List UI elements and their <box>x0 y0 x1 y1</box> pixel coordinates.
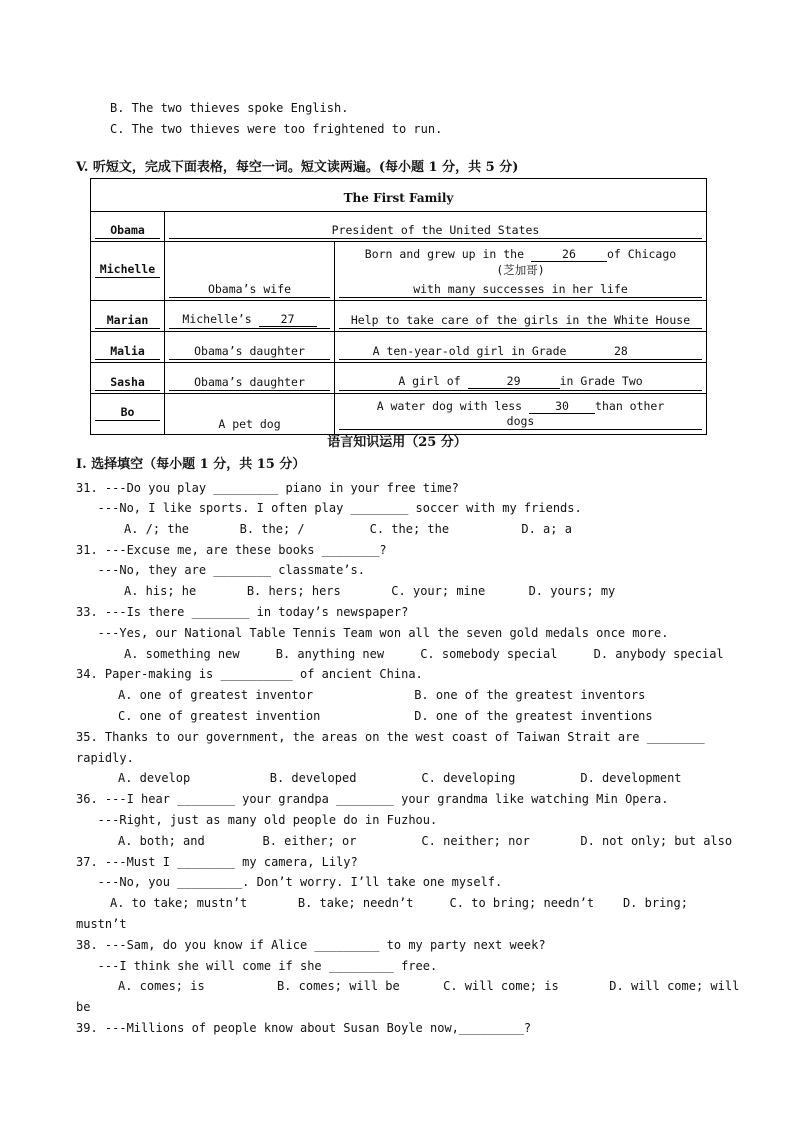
table-cell-role: Obama’s daughter <box>165 332 335 363</box>
question-line: rapidly. <box>76 751 134 765</box>
option-line: A. develop B. developed C. developing D. development <box>118 771 682 785</box>
option-line: A. something new B. anything new C. somebody special D. anybody special <box>124 647 724 661</box>
question-line: 37. ---Must I ________ my camera, Lily? <box>76 855 358 869</box>
question-line: 31. ---Do you play _________ piano in your free time? <box>76 481 459 495</box>
question-line: ---Right, just as many old people do in Fuzhou. <box>76 813 438 827</box>
option-line: A. one of greatest inventor B. one of the greatest inventors <box>118 688 646 702</box>
table-cell-desc: A ten-year-old girl in Grade 28 <box>335 332 707 363</box>
question-line: ---Yes, our National Table Tennis Team won all the seven gold medals once more. <box>76 626 669 640</box>
table-cell-name: Bo <box>91 394 165 435</box>
option-line: A. his; he B. hers; hers C. your; mine D. yours; my <box>124 584 616 598</box>
blank-27: 27 <box>259 312 317 327</box>
table-cell-name: Obama <box>91 212 165 242</box>
option-line: A. /; the B. the; / C. the; the D. a; a <box>124 522 572 536</box>
blank-29: 29 <box>468 374 560 389</box>
table-cell-role: Michelle’s 27 <box>165 301 335 332</box>
table-cell-desc: President of the United States <box>165 212 707 242</box>
section-5-heading: V. 听短文，完成下面表格，每空一词。短文读两遍。(每小题 1 分，共 5 分) <box>76 160 519 175</box>
table-title: The First Family <box>91 179 707 212</box>
question-line: 31. ---Excuse me, are these books ________? <box>76 543 387 557</box>
question-line: ---No, I like sports. I often play ________ soccer with my friends. <box>76 501 582 515</box>
question-line: 36. ---I hear ________ your grandpa ________ your grandma like watching Min Opera. <box>76 792 669 806</box>
question-line: ---I think she will come if she _________ free. <box>76 959 438 973</box>
table-cell-name: Malia <box>91 332 165 363</box>
table-cell-role: Obama’s daughter <box>165 363 335 394</box>
option-line: A. to take; mustn’t B. take; needn’t C. to bring; needn’t D. bring; <box>110 896 688 910</box>
option-line: A. comes; is B. comes; will be C. will come; is D. will come; will <box>118 979 740 993</box>
option-b: B. The two thieves spoke English. <box>110 101 349 115</box>
table-cell-desc: Born and grew up in the 26 of Chicago (芝加哥) with many successes in her life <box>335 242 707 301</box>
blank-30: 30 <box>529 399 595 414</box>
question-line: 38. ---Sam, do you know if Alice _________ to my party next week? <box>76 938 546 952</box>
table-cell-desc: Help to take care of the girls in the White House <box>335 301 707 332</box>
option-line: mustn’t <box>76 917 127 931</box>
table-cell-name: Michelle <box>91 242 165 301</box>
question-line: 33. ---Is there ________ in today’s newspaper? <box>76 605 409 619</box>
table-cell-desc: A water dog with less 30 than other dogs <box>335 394 707 435</box>
option-c: C. The two thieves were too frightened to run. <box>110 122 443 136</box>
option-line: C. one of greatest invention D. one of the greatest inventions <box>118 709 653 723</box>
option-line: be <box>76 1000 91 1014</box>
part-heading: 语言知识运用（25 分） <box>327 435 467 450</box>
table-cell-name: Sasha <box>91 363 165 394</box>
blank-26: 26 <box>531 247 607 262</box>
section-i-heading: I. 选择填空（每小题 1 分，共 15 分） <box>76 457 306 472</box>
table-cell-role: A pet dog <box>165 394 335 435</box>
question-line: ---No, they are ________ classmate’s. <box>76 563 365 577</box>
question-line: 34. Paper-making is __________ of ancient China. <box>76 667 423 681</box>
first-family-table <box>90 178 707 435</box>
table-cell-name: Marian <box>91 301 165 332</box>
question-line: ---No, you _________. Don’t worry. I’ll take one myself. <box>76 875 503 889</box>
option-line: A. both; and B. either; or C. neither; nor D. not only; but also <box>118 834 733 848</box>
blank-28: 28 <box>613 344 628 358</box>
table-cell-desc: A girl of 29 in Grade Two <box>335 363 707 394</box>
question-line: 39. ---Millions of people know about Susan Boyle now,_________? <box>76 1021 532 1035</box>
question-line: 35. Thanks to our government, the areas on the west coast of Taiwan Strait are ________ <box>76 730 705 744</box>
table-cell-role: Obama’s wife <box>165 242 335 301</box>
